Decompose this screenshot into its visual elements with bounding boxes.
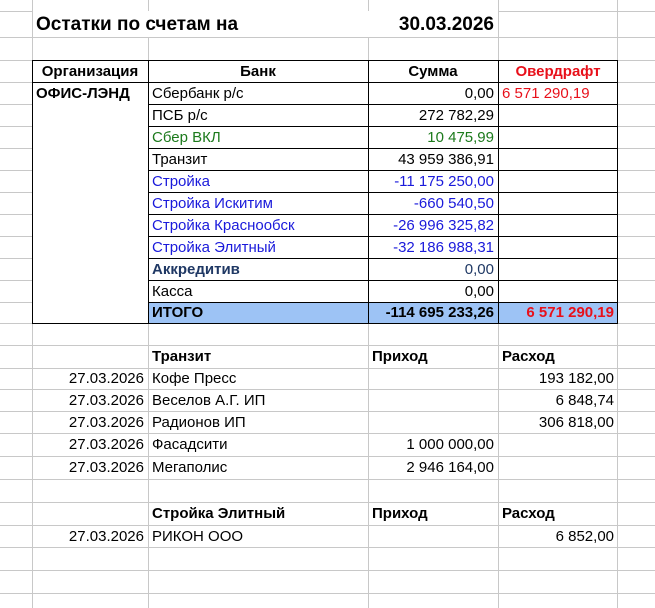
transit-income[interactable]: 2 946 164,00 <box>406 459 494 476</box>
bank-sum[interactable]: 0,00 <box>464 282 494 300</box>
bank-name[interactable]: Стройка Искитим <box>152 194 273 212</box>
transit-expense[interactable]: 306 818,00 <box>538 413 614 431</box>
bank-sum[interactable]: 43 959 386,91 <box>398 150 494 168</box>
bank-name[interactable]: Сбер ВКЛ <box>152 128 221 146</box>
grid-row-line <box>0 570 655 571</box>
bank-sum[interactable]: -26 996 325,82 <box>393 216 494 234</box>
organization-name[interactable]: ОФИС-ЛЭНД <box>36 84 130 102</box>
bank-name[interactable]: ПСБ р/с <box>152 106 208 124</box>
transit-date[interactable]: 27.03.2026 <box>68 370 144 387</box>
bank-sum[interactable]: 0,00 <box>464 84 494 102</box>
elitny-expense-header[interactable]: Расход <box>502 505 555 522</box>
transit-name[interactable]: Мегаполис <box>152 459 228 476</box>
grid-row-line <box>0 593 655 594</box>
header-organization[interactable]: Организация <box>41 62 139 80</box>
total-sum[interactable]: -114 695 233,26 <box>385 304 494 321</box>
transit-name[interactable]: Фасадсити <box>152 436 228 453</box>
bank-name[interactable]: Стройка <box>152 172 211 190</box>
report-date[interactable]: 30.03.2026 <box>368 11 498 37</box>
title-separator <box>32 11 33 37</box>
grid-row-line <box>0 547 655 548</box>
elitny-title[interactable]: Стройка Элитный <box>152 505 286 522</box>
elitny-income-header[interactable]: Приход <box>372 505 428 522</box>
bank-name[interactable]: Стройка Краснообск <box>152 216 295 234</box>
bank-name[interactable]: Сбербанк р/с <box>152 84 244 102</box>
transit-date[interactable]: 27.03.2026 <box>68 413 144 431</box>
transit-title[interactable]: Транзит <box>152 348 212 365</box>
bank-sum[interactable]: 0,00 <box>464 260 494 278</box>
elitny-date[interactable]: 27.03.2026 <box>68 527 144 545</box>
header-overdraft[interactable]: Овердрафт <box>515 62 601 80</box>
transit-expense-header[interactable]: Расход <box>502 348 555 365</box>
bank-name[interactable]: Транзит <box>152 150 208 168</box>
transit-date[interactable]: 27.03.2026 <box>68 459 144 476</box>
bank-name[interactable]: Касса <box>152 282 193 300</box>
bank-name[interactable]: Стройка Элитный <box>152 238 276 256</box>
bank-sum[interactable]: -32 186 988,31 <box>393 238 494 256</box>
elitny-name[interactable]: РИКОН ООО <box>152 527 244 545</box>
bank-sum[interactable]: -11 175 250,00 <box>394 172 494 190</box>
transit-expense[interactable]: 193 182,00 <box>538 370 614 387</box>
total-label[interactable]: ИТОГО <box>152 304 204 321</box>
transit-name[interactable]: Кофе Пресс <box>152 370 237 387</box>
transit-income[interactable]: 1 000 000,00 <box>406 436 494 453</box>
transit-date[interactable]: 27.03.2026 <box>68 391 144 409</box>
transit-income-header[interactable]: Приход <box>372 348 428 365</box>
total-overdraft[interactable]: 6 571 290,19 <box>526 304 614 321</box>
bank-sum[interactable]: 10 475,99 <box>427 128 494 146</box>
header-sum[interactable]: Сумма <box>408 62 458 80</box>
transit-name[interactable]: Веселов А.Г. ИП <box>152 391 266 409</box>
elitny-expense[interactable]: 6 852,00 <box>555 527 614 545</box>
report-title[interactable]: Остатки по счетам на <box>32 11 368 37</box>
grid-row-line <box>0 37 655 38</box>
header-bank[interactable]: Банк <box>240 62 276 80</box>
transit-name[interactable]: Радионов ИП <box>152 413 246 431</box>
bank-sum[interactable]: -660 540,50 <box>413 194 494 212</box>
bank-name[interactable]: Аккредитив <box>152 260 240 278</box>
bank-sum[interactable]: 272 782,29 <box>418 106 494 124</box>
transit-expense[interactable]: 6 848,74 <box>555 391 614 409</box>
bank-overdraft[interactable]: 6 571 290,19 <box>502 84 590 102</box>
transit-date[interactable]: 27.03.2026 <box>68 436 144 453</box>
grid-row-line <box>0 479 655 480</box>
